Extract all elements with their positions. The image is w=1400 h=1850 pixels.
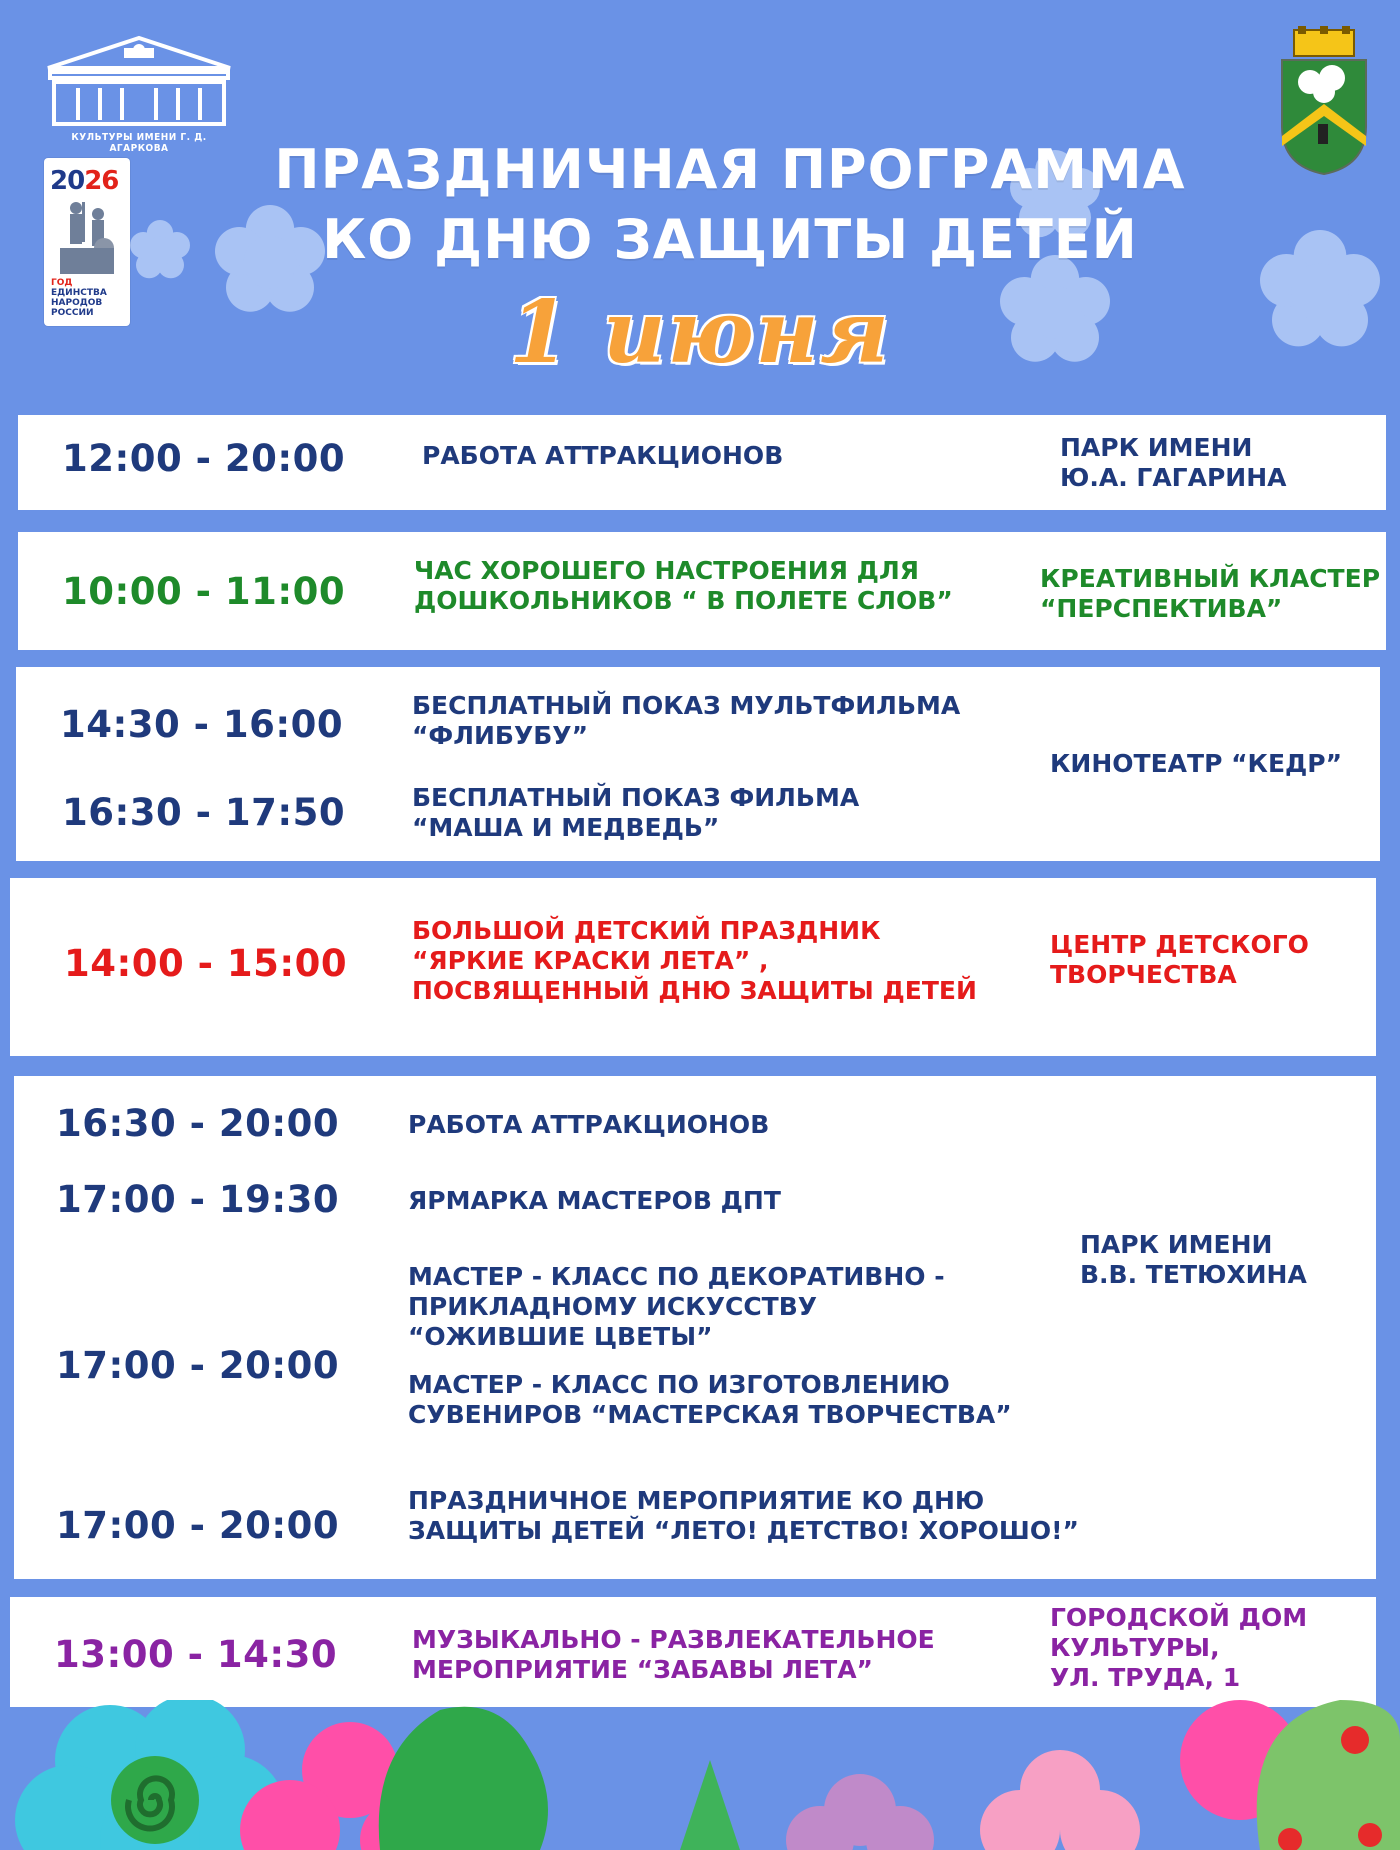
flower-decoration	[1260, 230, 1380, 350]
event-time: 17:00 - 20:00	[56, 1344, 340, 1387]
palace-of-culture-logo	[44, 30, 234, 145]
event-title: БЕСПЛАТНЫЙ ПОКАЗ ФИЛЬМА “МАША И МЕДВЕДЬ”	[412, 783, 860, 842]
event-title: БОЛЬШОЙ ДЕТСКИЙ ПРАЗДНИК “ЯРКИЕ КРАСКИ ЛЕТА” , ПОСВЯЩЕННЫЙ ДНЮ ЗАЩИТЫ ДЕТЕЙ	[412, 916, 977, 1005]
event-place: ПАРК ИМЕНИ В.В. ТЕТЮХИНА	[1080, 1230, 1307, 1289]
event-title: МАСТЕР - КЛАСС ПО ИЗГОТОВЛЕНИЮ СУВЕНИРОВ “МАСТЕРСКАЯ ТВОРЧЕСТВА”	[408, 1370, 1012, 1429]
event-place: КРЕАТИВНЫЙ КЛАСТЕР “ПЕРСПЕКТИВА”	[1040, 564, 1381, 623]
badge-year: 2026	[50, 166, 119, 196]
schedule-card	[10, 878, 1376, 1056]
event-time: 17:00 - 20:00	[56, 1504, 340, 1547]
event-title: МУЗЫКАЛЬНО - РАЗВЛЕКАТЕЛЬНОЕ МЕРОПРИЯТИЕ “ЗАБАВЫ ЛЕТА”	[412, 1625, 935, 1684]
garden-decoration	[0, 1700, 1400, 1850]
event-place: ГОРОДСКОЙ ДОМ КУЛЬТУРЫ, УЛ. ТРУДА, 1	[1050, 1603, 1308, 1692]
event-time: 10:00 - 11:00	[62, 570, 346, 613]
palace-caption: КУЛЬТУРЫ ИМЕНИ Г. Д. АГАРКОВА	[71, 132, 207, 154]
coat-of-arms-icon	[1280, 26, 1368, 180]
event-time: 13:00 - 14:30	[54, 1633, 338, 1676]
event-time: 14:00 - 15:00	[64, 942, 348, 985]
event-title: ЧАС ХОРОШЕГО НАСТРОЕНИЯ ДЛЯ ДОШКОЛЬНИКОВ “ В ПОЛЕТЕ СЛОВ”	[414, 556, 953, 615]
event-time: 16:30 - 20:00	[56, 1102, 340, 1145]
event-title: БЕСПЛАТНЫЙ ПОКАЗ МУЛЬТФИЛЬМА “ФЛИБУБУ”	[412, 691, 961, 750]
flower-decoration	[1000, 255, 1110, 365]
event-time: 17:00 - 19:30	[56, 1178, 340, 1221]
event-title: МАСТЕР - КЛАСС ПО ДЕКОРАТИВНО - ПРИКЛАДНОМУ ИСКУССТВУ “ОЖИВШИЕ ЦВЕТЫ”	[408, 1262, 945, 1351]
event-place: ЦЕНТР ДЕТСКОГО ТВОРЧЕСТВА	[1050, 930, 1309, 989]
event-time: 12:00 - 20:00	[62, 437, 346, 480]
event-place: КИНОТЕАТР “КЕДР”	[1050, 749, 1343, 778]
event-place: ПАРК ИМЕНИ Ю.А. ГАГАРИНА	[1060, 433, 1287, 492]
flower-decoration	[130, 220, 190, 280]
page-title-line-1: ПРАЗДНИЧНАЯ ПРОГРАММА	[274, 138, 1186, 201]
badge-text: ГОД ЕДИНСТВА НАРОДОВ РОССИИ	[51, 278, 107, 318]
event-title: ПРАЗДНИЧНОЕ МЕРОПРИЯТИЕ КО ДНЮ ЗАЩИТЫ ДЕТЕЙ “ЛЕТО! ДЕТСТВО! ХОРОШО!”	[408, 1486, 1079, 1545]
event-title: ЯРМАРКА МАСТЕРОВ ДПТ	[408, 1186, 781, 1215]
schedule-card	[10, 1597, 1376, 1707]
page-title-line-2: КО ДНЮ ЗАЩИТЫ ДЕТЕЙ	[322, 208, 1138, 271]
event-time: 14:30 - 16:00	[60, 703, 344, 746]
schedule-card	[16, 667, 1380, 861]
year-of-unity-badge	[44, 158, 130, 326]
event-time: 16:30 - 17:50	[62, 791, 346, 834]
schedule-card	[14, 1076, 1376, 1579]
monument-icon	[52, 200, 122, 276]
schedule-card	[18, 415, 1386, 510]
event-date: 1 июня	[509, 282, 891, 383]
event-title: РАБОТА АТТРАКЦИОНОВ	[422, 441, 784, 470]
event-title: РАБОТА АТТРАКЦИОНОВ	[408, 1110, 770, 1139]
schedule-card	[18, 532, 1386, 650]
